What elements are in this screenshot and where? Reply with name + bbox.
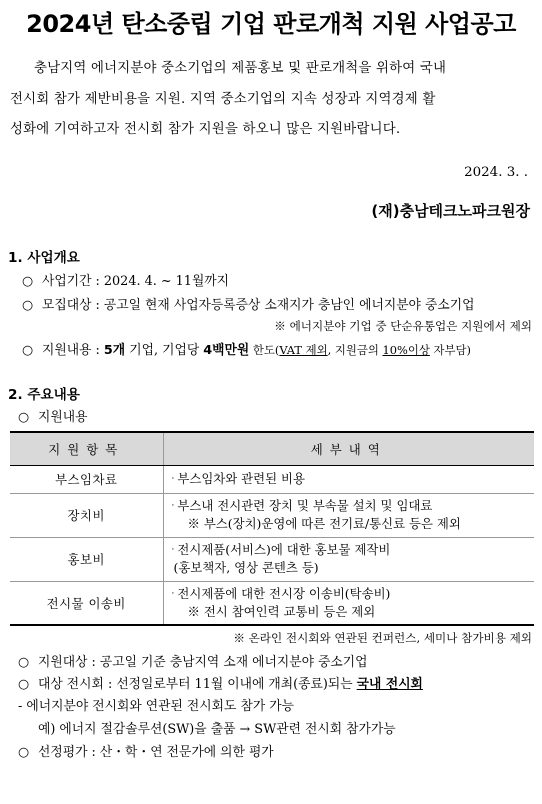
row-detail	[163, 581, 534, 625]
row-line: 부스내 전시관련 장치 및 부속물 설치 및 임대료	[177, 498, 433, 513]
table-note: ※ 온라인 전시회와 연관된 컨퍼런스, 세미나 참가비용 제외	[233, 631, 532, 645]
related-item: - 에너지분야 전시회와 연관된 전시회도 참가 가능	[18, 699, 294, 714]
page-title: 2024년 탄소중립 기업 판로개척 지원 사업공고	[26, 10, 516, 38]
announcement-date: 2024. 3. .	[464, 165, 528, 180]
support-count: 5개	[103, 343, 126, 358]
table-row	[10, 581, 534, 625]
support-mid2: 한도(	[249, 343, 280, 357]
circle-bullet-icon: ○	[18, 745, 30, 760]
table-row	[10, 465, 534, 493]
row-line: 전시제품에 대한 전시장 이송비(탁송비)	[177, 585, 391, 601]
evaluation-text: 선정평가 : 산・학・연 전문가에 의한 평가	[38, 745, 274, 760]
table-row	[10, 493, 534, 537]
dot-icon: ·	[171, 501, 175, 511]
exhibition-prefix: 대상 전시회 : 선정일로부터 11월 이내에 개최(종료)되는	[38, 677, 357, 692]
circle-bullet-icon: ○	[18, 677, 30, 692]
section-1-heading: 1. 사업개요	[8, 250, 80, 266]
period-item	[22, 270, 229, 289]
row-item: 부스임차료	[10, 465, 163, 493]
circle-bullet-icon: ○	[18, 655, 30, 670]
section-2-heading: 2. 주요내용	[8, 387, 80, 403]
support-ratio: 10%이상	[382, 343, 430, 357]
organization-name: (재)충남테크노파크원장	[371, 202, 530, 220]
intro-line-1: 충남지역 에너지분야 중소기업의 제품홍보 및 판로개척을 위하여 국내	[34, 61, 447, 76]
target-item	[22, 294, 474, 313]
circle-bullet-icon: ○	[22, 274, 34, 289]
eligibility-item	[18, 651, 367, 670]
target-text: 모집대상 : 공고일 현재 사업자등록증상 소재지가 충남인 에너지분야 중소기업	[42, 298, 475, 313]
support-sub-text: 지원내용	[38, 410, 88, 425]
evaluation-item	[18, 741, 274, 760]
support-table	[10, 431, 534, 626]
support-mid3: , 지원금의	[327, 343, 383, 357]
exhibition-item	[18, 673, 423, 692]
row-line: ※ 부스(장치)운영에 따른 전기료/통신료 등은 제외	[187, 516, 461, 531]
circle-bullet-icon: ○	[22, 343, 34, 358]
circle-bullet-icon: ○	[22, 298, 34, 313]
header-detail: 세부내역	[163, 432, 534, 465]
row-item: 전시물 이송비	[10, 581, 163, 625]
intro-line-3: 성화에 기여하고자 전시회 참가 지원을 하오니 많은 지원바랍니다.	[10, 122, 401, 137]
table-row	[10, 537, 534, 581]
support-vat: VAT 제외	[279, 343, 328, 357]
row-line: 부스임차와 관련된 비용	[177, 471, 305, 486]
dot-icon: ·	[171, 588, 175, 599]
support-amount: 4백만원	[203, 343, 250, 358]
table-header-row	[10, 432, 534, 465]
exhibition-highlight: 국내 전시회	[356, 677, 423, 692]
example-item: 예) 에너지 절감솔루션(SW)을 출품 → SW관련 전시회 참가가능	[38, 722, 396, 737]
dot-icon: ·	[171, 545, 175, 555]
row-item: 장치비	[10, 493, 163, 537]
intro-line-2: 전시회 참가 제반비용을 지원. 지역 중소기업의 지속 성장과 지역경제 활	[10, 92, 436, 107]
row-detail	[163, 537, 534, 581]
support-sub-heading	[18, 406, 87, 425]
eligibility-text: 지원대상 : 공고일 기준 충남지역 소재 에너지분야 중소기업	[38, 655, 368, 670]
row-detail	[163, 493, 534, 537]
header-item: 지원항목	[10, 432, 163, 465]
dot-icon: ·	[171, 474, 175, 484]
support-prefix: 지원내용 :	[42, 343, 104, 358]
support-end: 자부담)	[429, 343, 471, 357]
row-detail	[163, 465, 534, 493]
circle-bullet-icon: ○	[18, 410, 30, 425]
row-line: ※ 전시 참여인력 교통비 등은 제외	[187, 603, 376, 619]
row-line: 전시제품(서비스)에 대한 홍보물 제작비	[177, 542, 391, 557]
row-line: (홍보책자, 영상 콘텐츠 등)	[173, 560, 319, 575]
support-item	[22, 339, 471, 358]
row-item: 홍보비	[10, 537, 163, 581]
target-note: ※ 에너지분야 기업 중 단순유통업은 지원에서 제외	[274, 319, 532, 333]
period-text: 사업기간 : 2024. 4. ~ 11월까지	[42, 274, 230, 289]
support-mid1: 기업, 기업당	[125, 343, 204, 358]
